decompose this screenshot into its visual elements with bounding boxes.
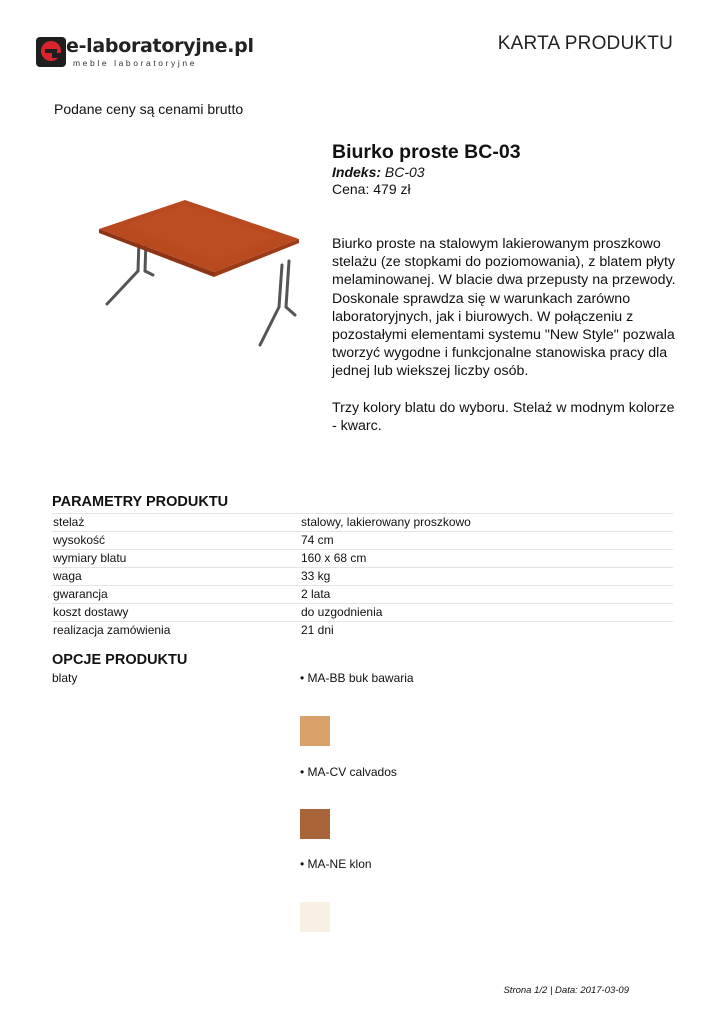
param-value: 74 cm xyxy=(301,533,334,547)
logo-subtitle: meble laboratoryjne xyxy=(73,58,198,68)
product-description xyxy=(332,235,677,453)
product-price: Cena: 479 zł xyxy=(332,181,411,197)
param-key: wymiary blatu xyxy=(53,551,127,565)
color-swatch xyxy=(300,716,330,746)
document-title: KARTA PRODUKTU xyxy=(497,33,673,54)
table-row xyxy=(52,585,673,603)
param-key: koszt dostawy xyxy=(53,605,129,619)
table-row xyxy=(52,567,673,585)
param-key: stelaż xyxy=(53,515,85,529)
param-key: gwarancja xyxy=(53,587,108,601)
product-image xyxy=(96,195,306,357)
option-item: • MA-BB buk bawaria xyxy=(300,671,414,685)
description-paragraph: Biurko proste na stalowym lakierowanym proszkowo stelażu (ze stopkami do poziomowania), z blatem płyty melaminowanej. W blacie dwa przepusty na przewody. Doskonale sprawdza się w warunkach zarówno laboratoryjnych, jak i biurowych. W połączeniu z pozostałymi elementami systemu "New Style" pozwala tworzyć wygodne i funkcjonalne stanowiska pracy dla jednej lub wiekszej liczby osób. xyxy=(332,236,676,380)
param-key: realizacja zamówienia xyxy=(53,623,171,637)
product-name: Biurko proste BC-03 xyxy=(332,141,521,163)
logo-text: e-laboratoryjne.pl xyxy=(66,35,254,57)
param-key: wysokość xyxy=(53,533,106,547)
table-row xyxy=(52,513,673,531)
table-row xyxy=(52,549,673,567)
color-swatch xyxy=(300,809,330,839)
param-key: waga xyxy=(53,569,82,583)
options-label: blaty xyxy=(52,671,78,685)
options-title: OPCJE PRODUKTU xyxy=(52,652,188,668)
table-row xyxy=(52,531,673,549)
index-label: Indeks: xyxy=(332,164,382,180)
option-item: • MA-NE klon xyxy=(300,857,372,871)
logo-mark-icon xyxy=(36,37,66,67)
logo[interactable] xyxy=(36,35,254,71)
param-value: 160 x 68 cm xyxy=(301,551,367,565)
description-paragraph: Trzy kolory blatu do wyboru. Stelaż w modnym kolorze - kwarc. xyxy=(332,399,675,434)
parameters-title: PARAMETRY PRODUKTU xyxy=(52,494,229,510)
parameters-table xyxy=(52,513,673,639)
param-value: 2 lata xyxy=(301,587,331,601)
page-footer: Strona 1/2 | Data: 2017-03-09 xyxy=(503,985,629,996)
table-row xyxy=(52,603,673,621)
param-value: do uzgodnienia xyxy=(301,605,383,619)
index-value: BC-03 xyxy=(384,164,425,180)
color-swatch xyxy=(300,902,330,932)
price-notice: Podane ceny są cenami brutto xyxy=(54,101,244,117)
param-value: 33 kg xyxy=(301,569,331,583)
param-value: 21 dni xyxy=(301,623,334,637)
product-index xyxy=(332,164,425,180)
param-value: stalowy, lakierowany proszkowo xyxy=(301,515,471,529)
table-row xyxy=(52,621,673,639)
option-item: • MA-CV calvados xyxy=(300,765,397,779)
